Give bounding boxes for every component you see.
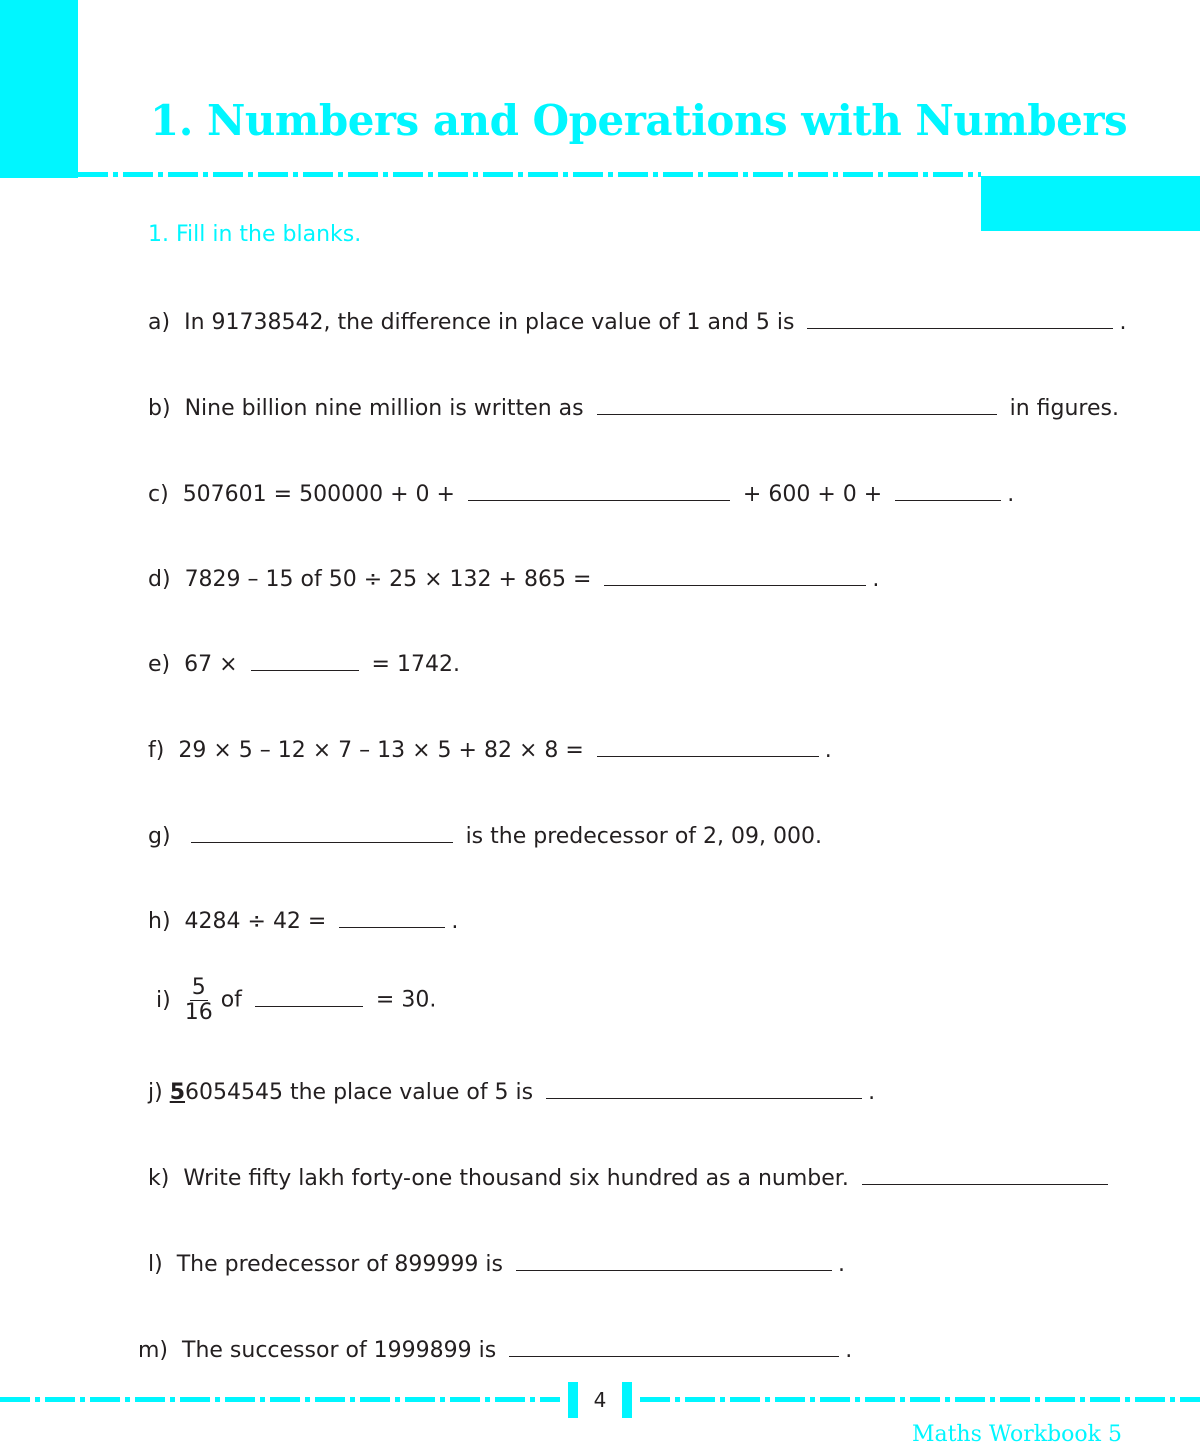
question-label: j) — [148, 1080, 163, 1105]
question-label: l) — [148, 1252, 163, 1277]
question-end: . — [451, 909, 459, 934]
question-text: 507601 = 500000 + 0 + — [182, 482, 455, 507]
question-text: Nine billion nine million is written as — [184, 396, 584, 421]
answer-blank[interactable] — [604, 563, 866, 586]
answer-blank[interactable] — [255, 984, 363, 1007]
question-text: 67 × — [184, 652, 238, 677]
question-e — [148, 648, 460, 680]
question-text: The predecessor of 899999 is — [176, 1252, 503, 1277]
header-accent-right — [981, 176, 1200, 231]
question-label: e) — [148, 652, 171, 677]
underlined-digit: 5 — [169, 1080, 186, 1105]
question-text: 7829 – 15 of 50 ÷ 25 × 132 + 865 = — [184, 567, 592, 592]
answer-blank[interactable] — [597, 392, 997, 415]
question-text: of — [220, 987, 242, 1013]
question-label: i) — [156, 987, 171, 1013]
answer-blank[interactable] — [251, 648, 359, 671]
question-end: = 1742. — [371, 652, 460, 677]
question-end: in figures. — [1009, 396, 1119, 421]
question-end: = 30. — [375, 987, 437, 1013]
fraction-numerator: 5 — [191, 975, 206, 1000]
question-text: is the predecessor of 2, 09, 000. — [465, 824, 822, 849]
question-h — [148, 905, 458, 937]
question-k — [148, 1162, 1114, 1194]
footer-divider-right — [640, 1397, 1200, 1402]
question-c — [148, 478, 1014, 510]
question-label: c) — [148, 482, 169, 507]
section-heading: 1. Fill in the blanks. — [148, 222, 362, 247]
question-label: m) — [138, 1338, 169, 1363]
answer-blank[interactable] — [516, 1248, 832, 1271]
answer-blank[interactable] — [862, 1162, 1108, 1185]
question-b — [148, 392, 1119, 424]
question-l — [148, 1248, 845, 1280]
book-title: Maths Workbook 5 — [911, 1422, 1122, 1447]
answer-blank[interactable] — [509, 1334, 839, 1357]
question-label: k) — [148, 1166, 170, 1191]
header-divider — [78, 172, 981, 177]
question-end: . — [824, 738, 832, 763]
question-label: b) — [148, 396, 171, 421]
question-label: h) — [148, 909, 171, 934]
question-end: . — [868, 1080, 876, 1105]
fraction — [185, 976, 213, 1025]
answer-blank[interactable] — [807, 306, 1113, 329]
question-text: The successor of 1999899 is — [182, 1338, 497, 1363]
question-end: . — [1007, 482, 1015, 507]
question-end: . — [837, 1252, 845, 1277]
question-label: a) — [148, 310, 171, 335]
question-end: . — [845, 1338, 853, 1363]
answer-blank[interactable] — [597, 734, 819, 757]
question-j — [148, 1076, 875, 1108]
question-text: 29 × 5 – 12 × 7 – 13 × 5 + 82 × 8 = — [178, 738, 584, 763]
question-text: 6054545 the place value of 5 is — [185, 1080, 534, 1105]
question-label: g) — [148, 824, 171, 849]
footer-divider-left — [0, 1397, 560, 1402]
question-label: d) — [148, 567, 171, 592]
question-label: f) — [148, 738, 165, 763]
question-g — [148, 820, 822, 852]
question-text: 4284 ÷ 42 = — [184, 909, 327, 934]
question-end: . — [1119, 310, 1127, 335]
question-i — [156, 976, 436, 1025]
answer-blank[interactable] — [895, 478, 1001, 501]
page-number: 4 — [568, 1382, 632, 1418]
question-m — [138, 1334, 852, 1366]
question-f — [148, 734, 832, 766]
question-d — [148, 563, 879, 595]
fraction-denominator: 16 — [184, 1000, 213, 1025]
question-text: In 91738542, the difference in place value of 1 and 5 is — [184, 310, 795, 335]
answer-blank[interactable] — [191, 820, 453, 843]
header-accent-left — [0, 0, 78, 178]
question-a — [148, 306, 1126, 338]
chapter-title: 1. Numbers and Operations with Numbers — [150, 96, 1128, 145]
question-text: Write fifty lakh forty-one thousand six hundred as a number. — [183, 1166, 849, 1191]
question-text: + 600 + 0 + — [742, 482, 883, 507]
answer-blank[interactable] — [546, 1076, 862, 1099]
answer-blank[interactable] — [468, 478, 730, 501]
question-end: . — [872, 567, 880, 592]
answer-blank[interactable] — [339, 905, 445, 928]
